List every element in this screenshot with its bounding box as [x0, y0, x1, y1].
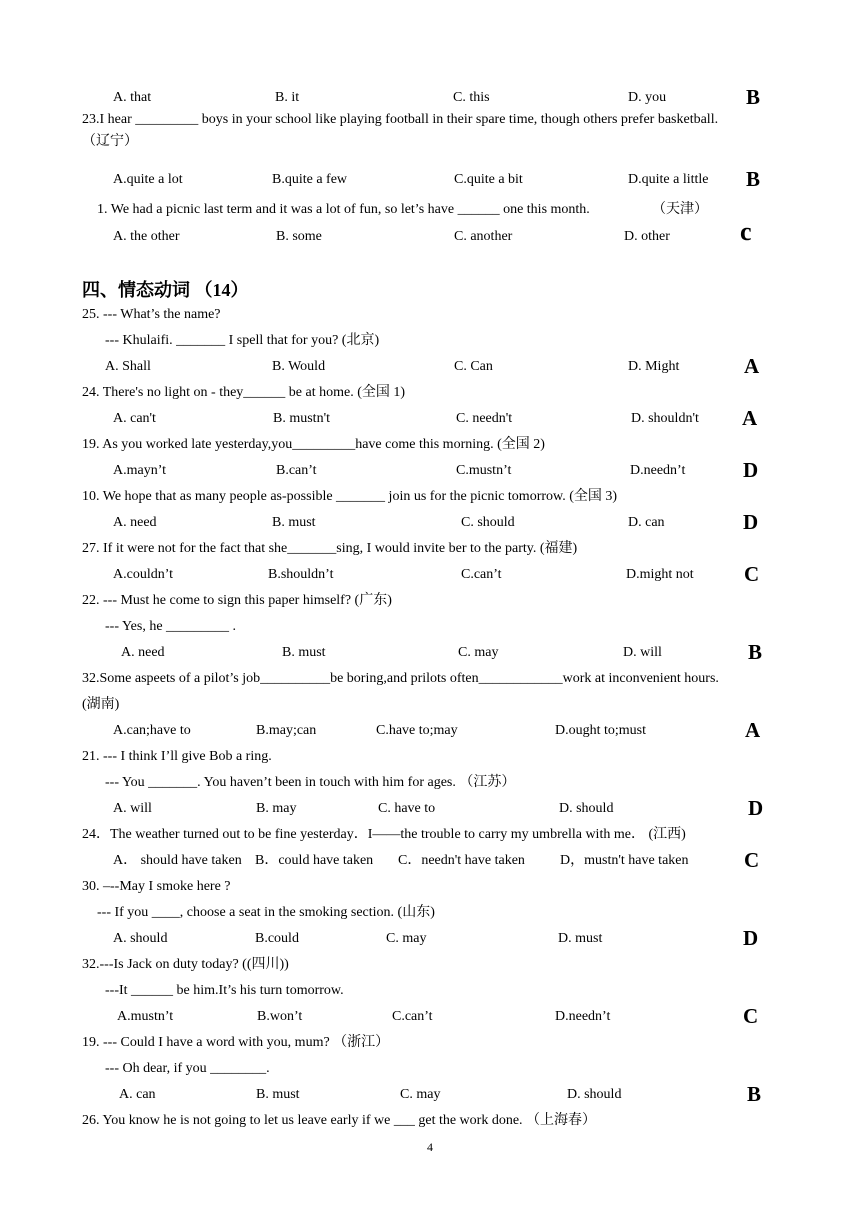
question-stem: --- Oh dear, if you ________. — [105, 1061, 270, 1076]
option-d: D.needn’t — [630, 463, 686, 478]
option-a: A. Shall — [105, 359, 151, 374]
option-c: C. may — [400, 1087, 441, 1102]
question-stem: --- You _______. You haven’t been in touch with him for ages. （江苏） — [105, 775, 516, 790]
option-b: B.can’t — [276, 463, 317, 478]
option-d: D. shouldn't — [631, 411, 699, 426]
question-stem: 30. –--May I smoke here ? — [82, 879, 231, 894]
option-a: A.mayn’t — [113, 463, 167, 478]
answer-letter: A — [742, 406, 758, 430]
option-d: D. should — [567, 1087, 622, 1102]
q30-line-1 — [0, 878, 860, 896]
answer-letter: B — [746, 167, 761, 191]
q25-line-2 — [0, 332, 860, 350]
q19-line-1 — [0, 436, 860, 454]
q32-sichuan-line-1 — [0, 956, 860, 974]
option-b: B.may;can — [256, 723, 317, 738]
option-b: B. must — [256, 1087, 300, 1102]
q19-options — [0, 458, 860, 482]
option-d: D. you — [628, 90, 667, 105]
option-b: B. must — [282, 645, 326, 660]
option-d: D. Might — [628, 359, 680, 374]
option-c: C. this — [453, 90, 490, 105]
option-a: A. the other — [113, 229, 180, 244]
answer-letter: D — [743, 510, 759, 534]
answer-letter: C — [743, 1004, 759, 1028]
option-d: D. should — [559, 801, 614, 816]
question-23-options — [0, 167, 860, 191]
option-b: B.could — [255, 931, 299, 946]
question-source: (湖南) — [82, 697, 120, 712]
page-number: 4 — [427, 1140, 433, 1154]
question-stem: --- If you ____, choose a seat in the smoking section. (山东) — [97, 905, 435, 920]
question-stem: 10. We hope that as many people as-possible _______ join us for the picnic tomorrow. (全国 3) — [82, 489, 618, 504]
question-stem: 24．The weather turned out to be fine yesterday．I——the trouble to carry my umbrella with me． (江西) — [82, 827, 686, 842]
option-b: B. it — [275, 90, 300, 105]
option-b: B. must — [272, 515, 316, 530]
question-stem: 23.I hear _________ boys in your school like playing football in their spare time, though others prefer basketball. — [82, 112, 719, 127]
q32-sichuan-options — [0, 1004, 860, 1028]
option-c: C. Can — [454, 359, 493, 374]
q21-line-1 — [0, 748, 860, 766]
q32-line-2 — [0, 696, 860, 714]
q30-line-2 — [0, 904, 860, 922]
option-b: B.won’t — [257, 1009, 303, 1024]
answer-letter: C — [744, 848, 760, 872]
q32-options — [0, 718, 860, 742]
option-c: C. may — [458, 645, 499, 660]
option-c: C.have to;may — [376, 723, 458, 738]
question-prev-options — [0, 85, 860, 109]
q22-line-2 — [0, 618, 860, 636]
question-stem: 32.---Is Jack on duty today? ((四川)) — [82, 957, 289, 972]
q25-options — [0, 354, 860, 378]
answer-letter: B — [748, 640, 763, 664]
q24-line-1 — [0, 384, 860, 402]
question-23-source — [0, 133, 860, 151]
q27-options — [0, 562, 860, 586]
option-a: A. should — [113, 931, 168, 946]
option-c: C.mustn’t — [456, 463, 512, 478]
option-c: C. may — [386, 931, 427, 946]
q26-line-1 — [0, 1112, 860, 1130]
option-c: C. have to — [378, 801, 436, 816]
option-d: D.quite a little — [628, 172, 709, 187]
q30-options — [0, 926, 860, 950]
option-a: A.mustn’t — [117, 1009, 174, 1024]
option-d: D. will — [623, 645, 662, 660]
option-a: A.can;have to — [113, 723, 191, 738]
question-stem: 27. If it were not for the fact that she_______sing, I would invite ber to the party. (福建) — [82, 541, 578, 556]
answer-letter: B — [746, 85, 761, 109]
q24-jiangxi-options — [0, 848, 860, 872]
answer-letter: D — [743, 458, 759, 482]
q10-line-1 — [0, 488, 860, 506]
question-stem: 25. --- What’s the name? — [82, 307, 221, 322]
q21-options — [0, 796, 860, 820]
q19-zhejiang-options — [0, 1082, 860, 1106]
option-d: D.ought to;must — [555, 723, 647, 738]
question-1-stem — [0, 201, 860, 219]
option-a: A.couldn’t — [113, 567, 174, 582]
option-c: C．needn't have taken — [398, 853, 525, 868]
question-stem: 26. You know he is not going to let us leave early if we ___ get the work done. （上海春） — [82, 1113, 597, 1128]
option-a: A． should have taken — [113, 853, 242, 868]
q24-options — [0, 406, 860, 430]
option-c: C. another — [454, 229, 513, 244]
option-d: D.needn’t — [555, 1009, 611, 1024]
answer-letter: D — [743, 926, 759, 950]
question-stem: 24. There's no light on - they______ be at home. (全国 1) — [82, 385, 406, 400]
question-stem: ---It ______ be him.It’s his turn tomorrow. — [105, 983, 344, 998]
q32-line-1 — [0, 670, 860, 688]
section-heading: 四、情态动词 （14） — [82, 280, 249, 300]
option-b: B. mustn't — [273, 411, 330, 426]
q32-sichuan-line-2 — [0, 982, 860, 1000]
answer-letter: A — [744, 354, 760, 378]
option-a: A. need — [113, 515, 157, 530]
option-c: C.quite a bit — [454, 172, 523, 187]
question-stem: --- Yes, he _________ . — [105, 619, 237, 634]
q25-line-1 — [0, 306, 860, 324]
q24-jiangxi-line-1 — [0, 826, 860, 844]
question-stem: 1. We had a picnic last term and it was a lot of fun, so let’s have ______ one this month. — [97, 202, 590, 217]
question-1-options — [0, 217, 860, 246]
q21-line-2 — [0, 774, 860, 792]
q27-line-1 — [0, 540, 860, 558]
option-a: A. can — [119, 1087, 156, 1102]
option-d: D. can — [628, 515, 665, 530]
option-c: C. should — [461, 515, 515, 530]
question-stem: 21. --- I think I’ll give Bob a ring. — [82, 749, 272, 764]
option-b: B.quite a few — [272, 172, 348, 187]
q19-zhejiang-line-2 — [0, 1060, 860, 1078]
option-d: D，mustn't have taken — [560, 853, 689, 868]
question-source: （辽宁） — [82, 134, 138, 149]
answer-letter: A — [745, 718, 761, 742]
answer-letter: C — [744, 562, 760, 586]
option-d: D.might not — [626, 567, 694, 582]
option-b: B．could have taken — [255, 853, 374, 868]
option-d: D. other — [624, 229, 670, 244]
q22-options — [0, 640, 860, 664]
q22-line-1 — [0, 592, 860, 610]
option-c: C.can’t — [392, 1009, 433, 1024]
option-a: A. that — [113, 90, 152, 105]
answer-letter: D — [748, 796, 764, 820]
answer-letter: B — [747, 1082, 762, 1106]
option-b: B. some — [276, 229, 322, 244]
option-c: C.can’t — [461, 567, 502, 582]
option-b: B.shouldn’t — [268, 567, 334, 582]
option-b: B. may — [256, 801, 297, 816]
question-stem: --- Khulaifi. _______ I spell that for you? (北京) — [105, 333, 380, 348]
option-a: A. will — [113, 801, 152, 816]
option-d: D. must — [558, 931, 603, 946]
option-c: C. needn't — [456, 411, 513, 426]
q10-options — [0, 510, 860, 534]
question-stem: 22. --- Must he come to sign this paper himself? (广东) — [82, 593, 392, 608]
question-23-stem — [0, 111, 860, 129]
q19-zhejiang-line-1 — [0, 1034, 860, 1052]
question-stem: 32.Some aspeets of a pilot’s job__________be boring,and prilots often____________work at inconvenient hours. — [82, 671, 719, 686]
option-a: A. can't — [113, 411, 156, 426]
question-stem: 19. --- Could I have a word with you, mum? （浙江） — [82, 1035, 390, 1050]
answer-letter: c — [740, 217, 752, 246]
question-stem: 19. As you worked late yesterday,you_________have come this morning. (全国 2) — [82, 437, 545, 452]
option-b: B. Would — [272, 359, 326, 374]
question-source: （天津） — [652, 202, 708, 217]
option-a: A. need — [121, 645, 165, 660]
option-a: A.quite a lot — [113, 172, 183, 187]
